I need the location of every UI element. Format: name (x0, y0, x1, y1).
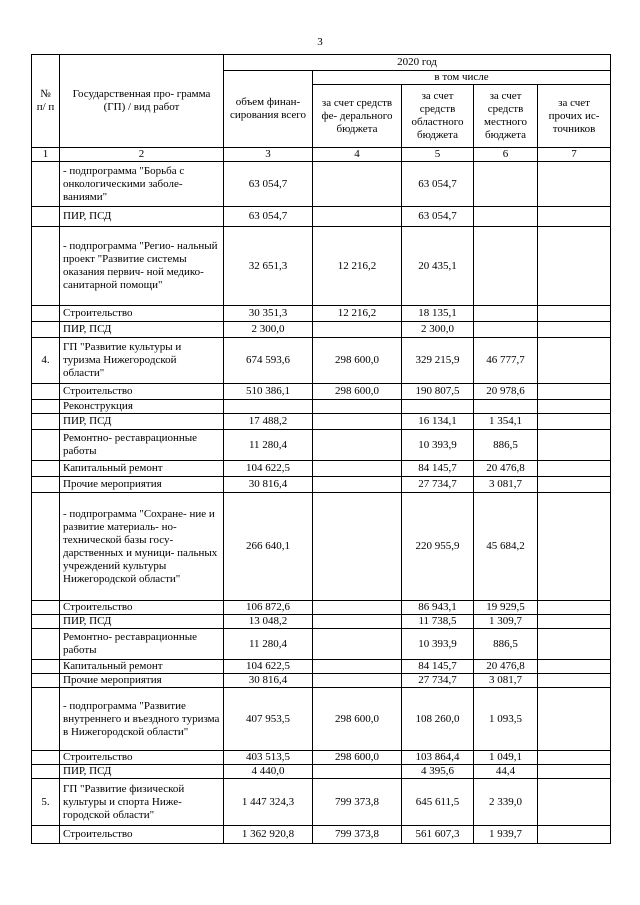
header-including: в том числе (313, 71, 611, 85)
cell-federal (313, 322, 402, 338)
column-index: 3 (224, 148, 313, 162)
cell-other (538, 384, 611, 400)
table-row (32, 751, 611, 765)
column-index-row (32, 148, 611, 162)
cell-regional: 63 054,7 (402, 207, 474, 227)
row-number (32, 461, 60, 477)
cell-local: 20 978,6 (474, 384, 538, 400)
cell-local: 1 354,1 (474, 414, 538, 430)
cell-other (538, 751, 611, 765)
cell-regional: 27 734,7 (402, 477, 474, 493)
table-row (32, 615, 611, 629)
cell-regional: 561 607,3 (402, 826, 474, 844)
cell-regional: 11 738,5 (402, 615, 474, 629)
row-name: ГП "Развитие культуры и туризма Нижегородской области" (60, 338, 224, 384)
header-col-federal: за счет средств фе- дерального бюджета (313, 85, 402, 148)
cell-federal (313, 207, 402, 227)
row-name: Строительство (60, 826, 224, 844)
row-number (32, 674, 60, 688)
cell-other (538, 400, 611, 414)
row-number (32, 660, 60, 674)
cell-total: 11 280,4 (224, 430, 313, 461)
cell-regional: 16 134,1 (402, 414, 474, 430)
table-row (32, 826, 611, 844)
cell-local: 45 684,2 (474, 493, 538, 601)
table-row (32, 674, 611, 688)
row-number (32, 765, 60, 779)
cell-federal (313, 430, 402, 461)
row-number (32, 615, 60, 629)
cell-total: 11 280,4 (224, 629, 313, 660)
cell-regional: 220 955,9 (402, 493, 474, 601)
cell-regional: 10 393,9 (402, 629, 474, 660)
row-name: ПИР, ПСД (60, 322, 224, 338)
cell-total: 32 651,3 (224, 227, 313, 306)
row-number (32, 493, 60, 601)
cell-federal: 12 216,2 (313, 306, 402, 322)
table-row (32, 414, 611, 430)
cell-total: 104 622,5 (224, 660, 313, 674)
cell-local: 44,4 (474, 765, 538, 779)
row-name: Ремонтно- реставрационные работы (60, 629, 224, 660)
cell-total: 13 048,2 (224, 615, 313, 629)
cell-regional: 20 435,1 (402, 227, 474, 306)
cell-total: 510 386,1 (224, 384, 313, 400)
cell-total: 63 054,7 (224, 162, 313, 207)
page-number: 3 (317, 36, 323, 48)
cell-total: 104 622,5 (224, 461, 313, 477)
row-number (32, 322, 60, 338)
header-col-number: № п/ п (32, 55, 60, 148)
cell-regional: 329 215,9 (402, 338, 474, 384)
row-number (32, 384, 60, 400)
cell-total: 30 816,4 (224, 674, 313, 688)
column-index: 4 (313, 148, 402, 162)
row-name: Ремонтно- реставрационные работы (60, 430, 224, 461)
cell-federal: 298 600,0 (313, 384, 402, 400)
cell-federal: 799 373,8 (313, 826, 402, 844)
row-number (32, 207, 60, 227)
row-name: Прочие мероприятия (60, 674, 224, 688)
cell-regional: 103 864,4 (402, 751, 474, 765)
cell-local (474, 162, 538, 207)
column-index: 5 (402, 148, 474, 162)
cell-local (474, 207, 538, 227)
table-row (32, 765, 611, 779)
cell-total: 17 488,2 (224, 414, 313, 430)
cell-other (538, 207, 611, 227)
cell-total: 407 953,5 (224, 688, 313, 751)
table-row (32, 461, 611, 477)
column-index: 2 (60, 148, 224, 162)
row-number (32, 400, 60, 414)
table-row (32, 629, 611, 660)
row-name: ПИР, ПСД (60, 207, 224, 227)
cell-other (538, 674, 611, 688)
cell-local: 19 929,5 (474, 601, 538, 615)
cell-regional: 86 943,1 (402, 601, 474, 615)
row-number (32, 477, 60, 493)
cell-federal: 298 600,0 (313, 338, 402, 384)
cell-federal: 298 600,0 (313, 688, 402, 751)
row-number (32, 306, 60, 322)
cell-other (538, 826, 611, 844)
table-row (32, 162, 611, 207)
row-name: Строительство (60, 601, 224, 615)
cell-other (538, 227, 611, 306)
cell-federal: 12 216,2 (313, 227, 402, 306)
cell-total: 30 351,3 (224, 306, 313, 322)
cell-federal: 298 600,0 (313, 751, 402, 765)
cell-other (538, 430, 611, 461)
cell-federal (313, 601, 402, 615)
header-col-program: Государственная про- грамма (ГП) / вид работ (60, 55, 224, 148)
cell-local (474, 306, 538, 322)
cell-federal: 799 373,8 (313, 779, 402, 826)
cell-federal (313, 615, 402, 629)
cell-local: 886,5 (474, 629, 538, 660)
cell-regional (402, 400, 474, 414)
cell-local (474, 400, 538, 414)
cell-local: 1 093,5 (474, 688, 538, 751)
row-name: Прочие мероприятия (60, 477, 224, 493)
row-number (32, 601, 60, 615)
cell-local: 46 777,7 (474, 338, 538, 384)
cell-local: 3 081,7 (474, 674, 538, 688)
cell-federal (313, 674, 402, 688)
column-index: 7 (538, 148, 611, 162)
row-name: - подпрограмма "Борьба с онкологическими заболе- ваниями" (60, 162, 224, 207)
header-year: 2020 год (224, 55, 611, 71)
cell-other (538, 765, 611, 779)
cell-other (538, 601, 611, 615)
cell-other (538, 779, 611, 826)
cell-local: 20 476,8 (474, 660, 538, 674)
cell-total: 4 440,0 (224, 765, 313, 779)
cell-federal (313, 765, 402, 779)
row-number (32, 826, 60, 844)
cell-local: 1 049,1 (474, 751, 538, 765)
cell-total: 63 054,7 (224, 207, 313, 227)
row-name: ПИР, ПСД (60, 414, 224, 430)
row-name: Строительство (60, 306, 224, 322)
row-name: Капитальный ремонт (60, 461, 224, 477)
cell-local (474, 322, 538, 338)
cell-regional: 27 734,7 (402, 674, 474, 688)
row-name: ПИР, ПСД (60, 765, 224, 779)
row-number (32, 162, 60, 207)
table-row (32, 400, 611, 414)
row-number (32, 430, 60, 461)
cell-federal (313, 493, 402, 601)
table-row (32, 384, 611, 400)
cell-other (538, 162, 611, 207)
table-row (32, 207, 611, 227)
cell-total: 266 640,1 (224, 493, 313, 601)
cell-regional: 108 260,0 (402, 688, 474, 751)
table-row (32, 601, 611, 615)
column-index: 6 (474, 148, 538, 162)
cell-regional: 84 145,7 (402, 660, 474, 674)
cell-total: 106 872,6 (224, 601, 313, 615)
cell-regional: 63 054,7 (402, 162, 474, 207)
cell-regional: 4 395,6 (402, 765, 474, 779)
header-col-other: за счет прочих ис- точников (538, 85, 611, 148)
cell-local: 3 081,7 (474, 477, 538, 493)
table-row (32, 306, 611, 322)
table-row (32, 322, 611, 338)
table-row (32, 338, 611, 384)
cell-regional: 18 135,1 (402, 306, 474, 322)
cell-total: 1 362 920,8 (224, 826, 313, 844)
row-number (32, 414, 60, 430)
cell-other (538, 322, 611, 338)
row-name: - подпрограмма "Сохране- ние и развитие материаль- но-технической базы госу- дарственных и муници- пальных учреждений культуры Нижегородской области" (60, 493, 224, 601)
header-col-regional: за счет средств областного бюджета (402, 85, 474, 148)
cell-other (538, 338, 611, 384)
cell-other (538, 660, 611, 674)
table-row (32, 227, 611, 306)
cell-local (474, 227, 538, 306)
cell-total: 2 300,0 (224, 322, 313, 338)
cell-federal (313, 477, 402, 493)
cell-total: 674 593,6 (224, 338, 313, 384)
cell-regional: 190 807,5 (402, 384, 474, 400)
row-number: 5. (32, 779, 60, 826)
cell-federal (313, 629, 402, 660)
row-number (32, 751, 60, 765)
cell-local: 1 939,7 (474, 826, 538, 844)
cell-local: 20 476,8 (474, 461, 538, 477)
cell-total: 1 447 324,3 (224, 779, 313, 826)
cell-other (538, 414, 611, 430)
cell-local: 1 309,7 (474, 615, 538, 629)
row-number (32, 629, 60, 660)
table-row (32, 688, 611, 751)
header-col-total: объем финан- сирования всего (224, 71, 313, 148)
cell-federal (313, 660, 402, 674)
row-number: 4. (32, 338, 60, 384)
row-name: Строительство (60, 384, 224, 400)
cell-federal (313, 400, 402, 414)
cell-other (538, 615, 611, 629)
cell-other (538, 306, 611, 322)
row-name: Капитальный ремонт (60, 660, 224, 674)
cell-local: 886,5 (474, 430, 538, 461)
cell-total (224, 400, 313, 414)
cell-regional: 2 300,0 (402, 322, 474, 338)
row-name: - подпрограмма "Регио- нальный проект "Развитие системы оказания первич- ной медико-санитарной помощи" (60, 227, 224, 306)
cell-total: 30 816,4 (224, 477, 313, 493)
cell-other (538, 493, 611, 601)
row-name: ГП "Развитие физической культуры и спорта Ниже- городской области" (60, 779, 224, 826)
table-row (32, 430, 611, 461)
row-name: Строительство (60, 751, 224, 765)
row-name: ПИР, ПСД (60, 615, 224, 629)
cell-other (538, 629, 611, 660)
column-index: 1 (32, 148, 60, 162)
table-row (32, 779, 611, 826)
cell-regional: 84 145,7 (402, 461, 474, 477)
financing-table (31, 54, 611, 844)
cell-regional: 645 611,5 (402, 779, 474, 826)
row-name: Реконструкция (60, 400, 224, 414)
table-row (32, 477, 611, 493)
row-name: - подпрограмма "Развитие внутреннего и въездного туризма в Нижегородской области" (60, 688, 224, 751)
cell-other (538, 477, 611, 493)
row-number (32, 227, 60, 306)
cell-federal (313, 162, 402, 207)
table-row (32, 660, 611, 674)
cell-other (538, 688, 611, 751)
cell-total: 403 513,5 (224, 751, 313, 765)
cell-federal (313, 461, 402, 477)
row-number (32, 688, 60, 751)
table-row (32, 493, 611, 601)
cell-federal (313, 414, 402, 430)
cell-regional: 10 393,9 (402, 430, 474, 461)
cell-other (538, 461, 611, 477)
cell-local: 2 339,0 (474, 779, 538, 826)
header-col-local: за счет средств местного бюджета (474, 85, 538, 148)
